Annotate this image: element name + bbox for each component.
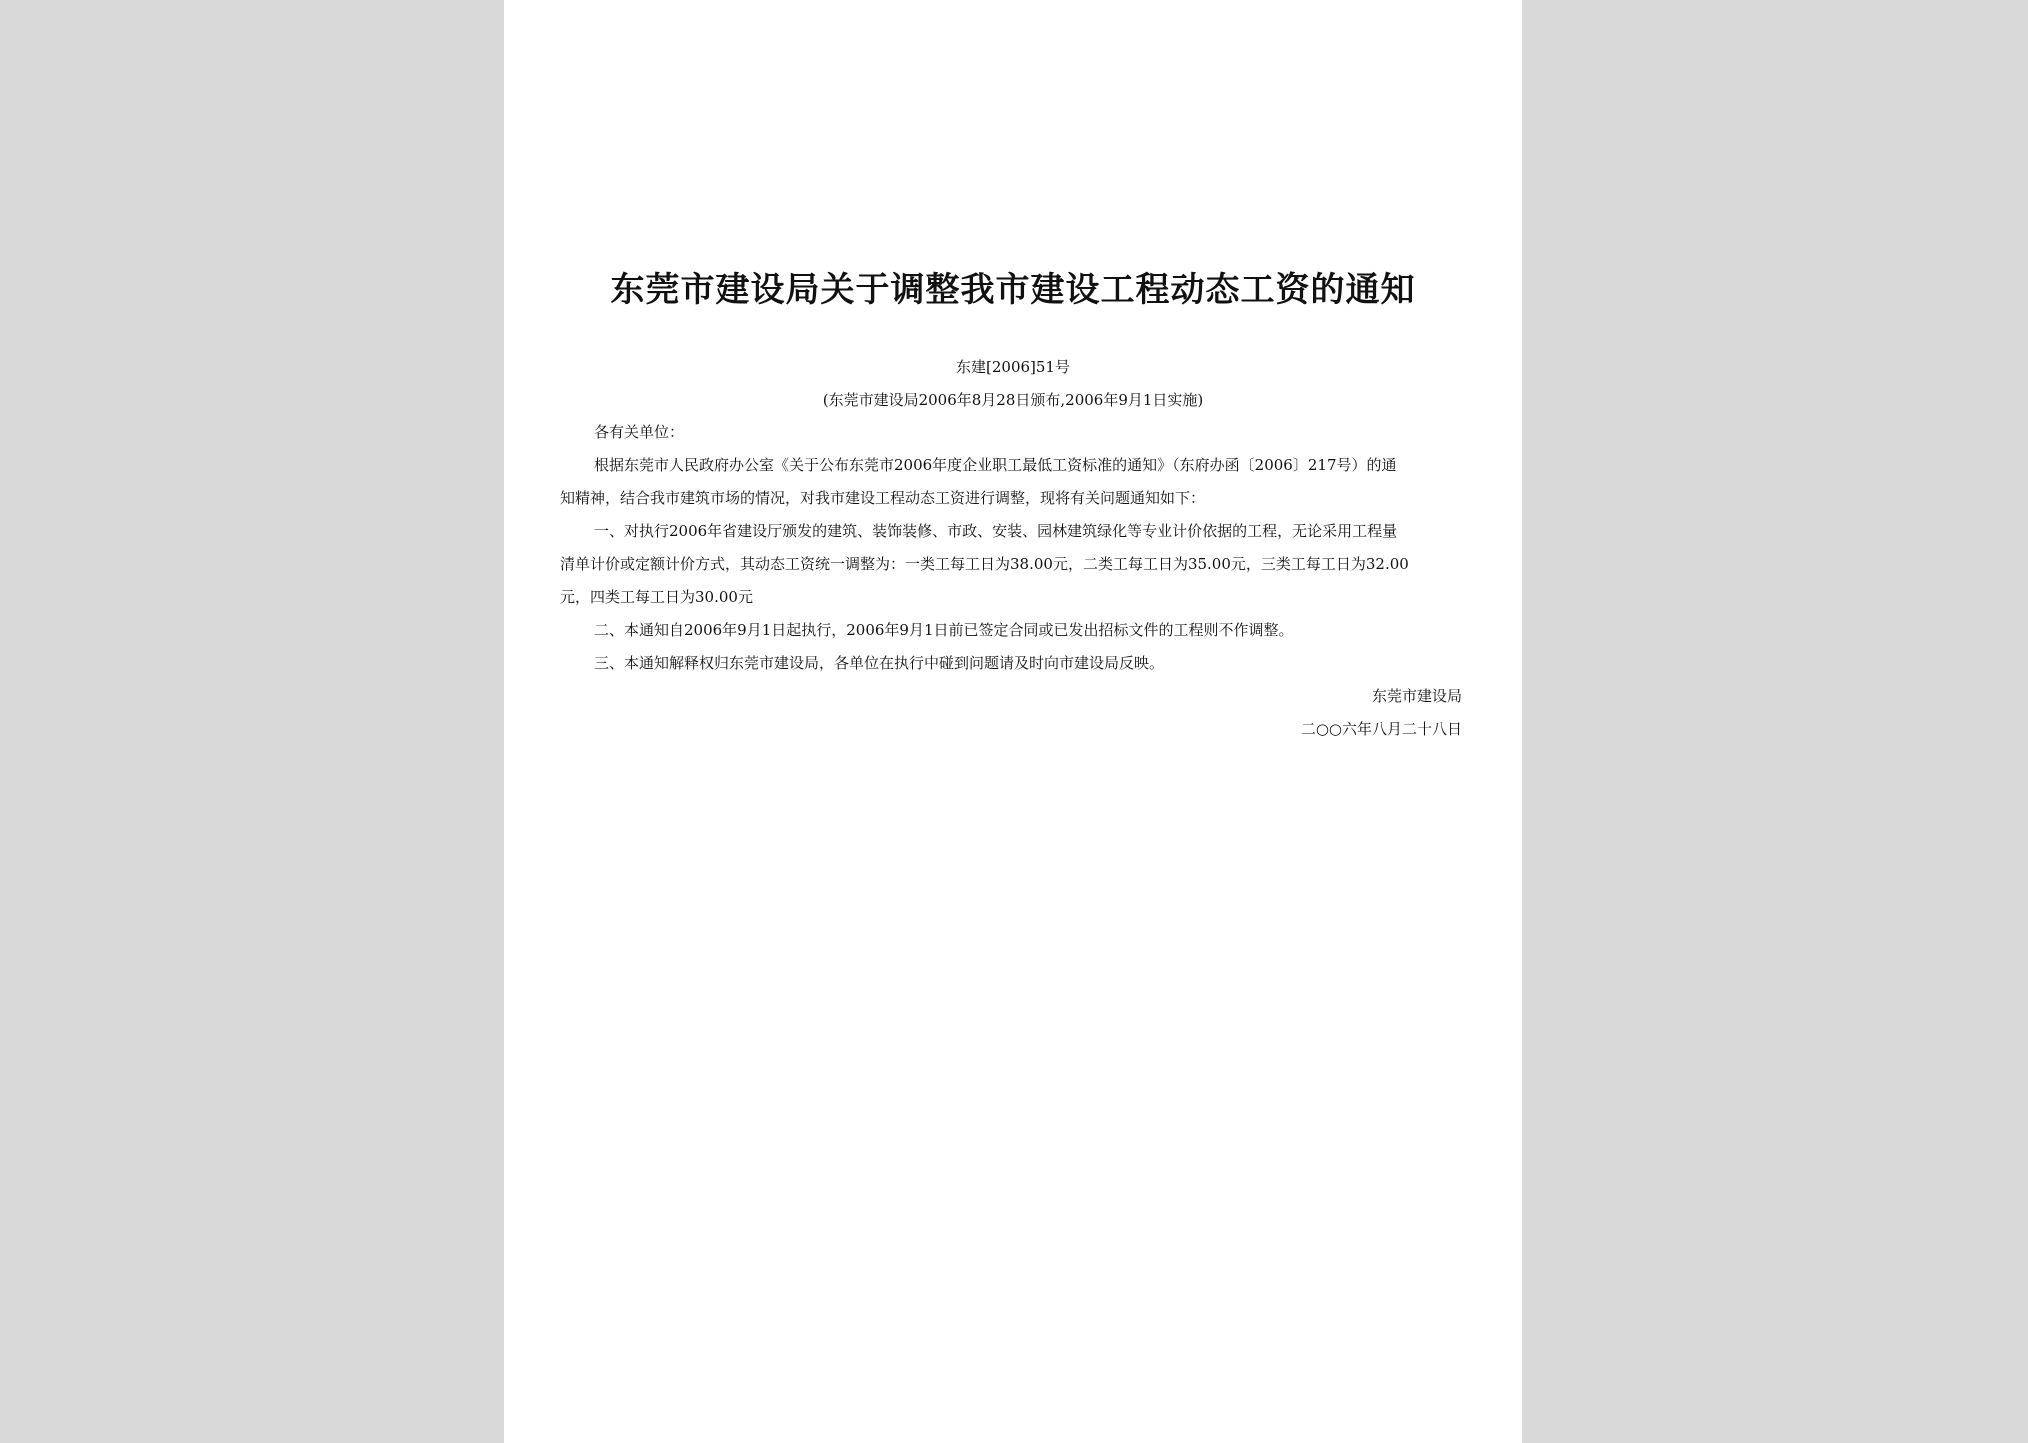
issue-note: (东莞市建设局2006年8月28日颁布,2006年9月1日实施) xyxy=(822,391,1204,409)
signature: 东莞市建设局 xyxy=(1371,687,1462,705)
paragraph-1-line-2: 知精神，结合我市建筑市场的情况，对我市建设工程动态工资进行调整，现将有关问题通知如下： xyxy=(560,489,1206,507)
document-page xyxy=(504,0,1522,1443)
item-1-line-2: 清单计价或定额计价方式，其动态工资统一调整为：一类工每工日为38.00元，二类工每工日为35.00元，三类工每工日为32.00 xyxy=(560,555,1409,573)
document-date: 二○○六年八月二十八日 xyxy=(1300,720,1462,738)
item-1-line-1: 一、对执行2006年省建设厅颁发的建筑、装饰装修、市政、安装、园林建筑绿化等专业计价依据的工程，无论采用工程量 xyxy=(594,522,1398,540)
paragraph-1-line-1: 根据东莞市人民政府办公室《关于公布东莞市2006年度企业职工最低工资标准的通知》（东府办函〔2006〕217号）的通 xyxy=(594,456,1397,474)
document-number: 东建[2006]51号 xyxy=(956,358,1070,376)
item-2: 二、本通知自2006年9月1日起执行，2006年9月1日前已签定合同或已发出招标文件的工程则不作调整。 xyxy=(594,621,1294,639)
document-title: 东莞市建设局关于调整我市建设工程动态工资的通知 xyxy=(610,270,1416,310)
item-3: 三、本通知解释权归东莞市建设局，各单位在执行中碰到问题请及时向市建设局反映。 xyxy=(594,654,1165,672)
item-1-line-3: 元，四类工每工日为30.00元 xyxy=(560,588,753,606)
salutation: 各有关单位： xyxy=(594,423,685,441)
